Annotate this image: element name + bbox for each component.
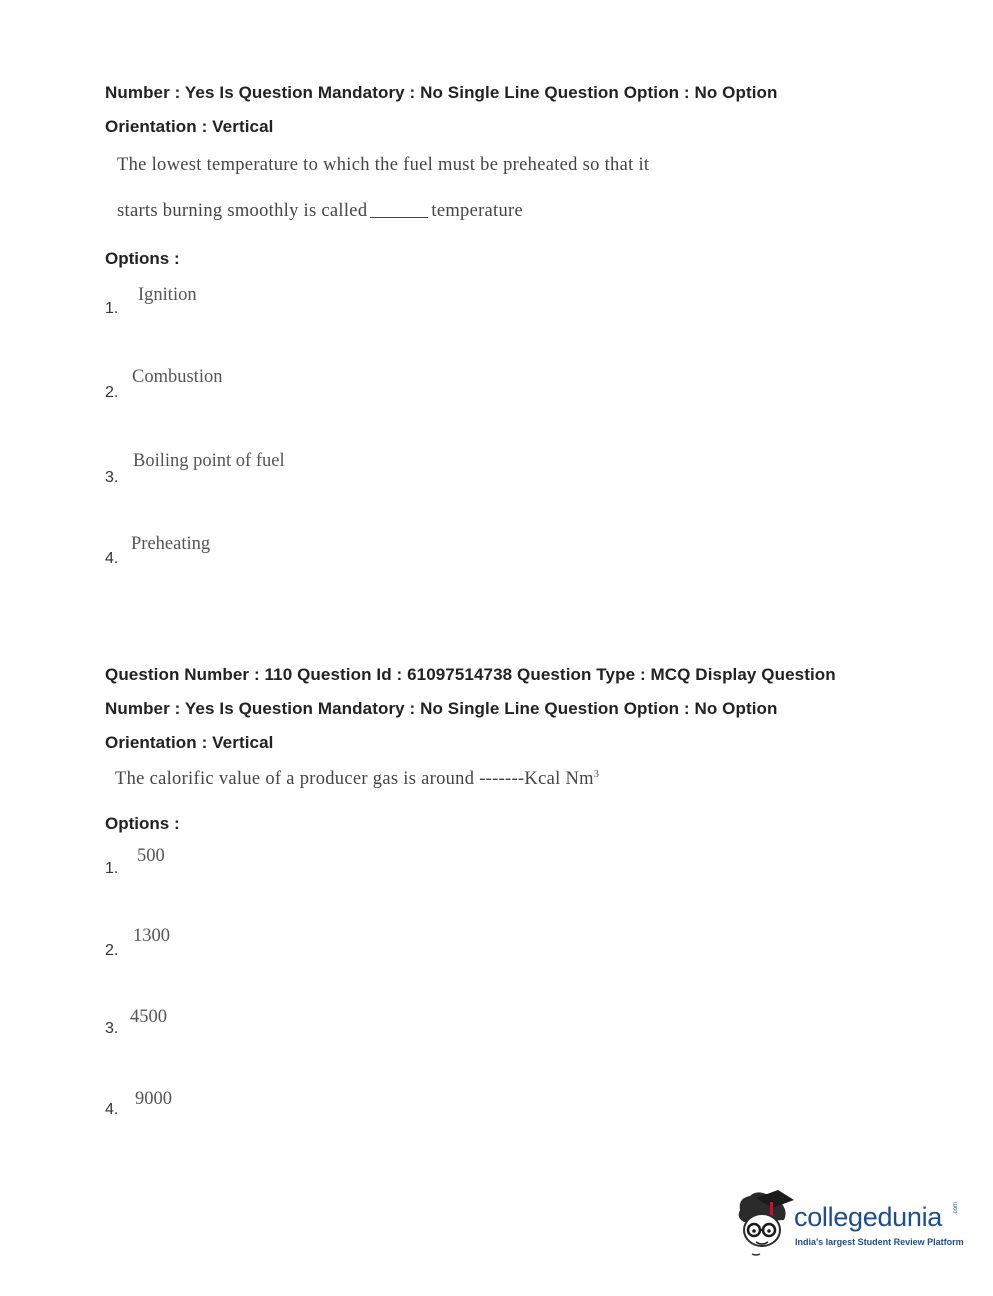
option-number: 2. (105, 384, 119, 401)
option-number: 3. (105, 1020, 119, 1037)
question-meta-line: Orientation : Vertical (105, 733, 274, 752)
option-number: 1. (105, 860, 119, 877)
option-number: 4. (105, 1101, 119, 1118)
superscript: 3 (593, 769, 600, 780)
question-text-part: temperature (431, 201, 524, 221)
option-number: 3. (105, 469, 119, 486)
question-meta-line: Number : Yes Is Question Mandatory : No Single Line Question Option : No Option (105, 699, 778, 718)
question-text (117, 201, 523, 222)
brand-domain: .com (953, 1201, 959, 1215)
option-text: 9000 (135, 1089, 172, 1109)
option-number: 4. (105, 550, 119, 567)
option-text: Boiling point of fuel (133, 451, 285, 471)
option-text: 1300 (133, 926, 170, 946)
mascot-icon (734, 1188, 794, 1258)
collegedunia-logo (734, 1188, 964, 1258)
option-text: Ignition (138, 285, 197, 305)
option-text: 500 (137, 846, 165, 866)
question-text-part: starts burning smoothly is called (117, 201, 368, 221)
brand-tagline: India's largest Student Review Platform (795, 1237, 964, 1247)
option-number: 1. (105, 300, 119, 317)
question-text-part: The calorific value of a producer gas is around -------Kcal Nm (115, 769, 594, 790)
options-label: Options : (105, 814, 180, 833)
option-text: 4500 (130, 1007, 167, 1027)
option-number: 2. (105, 942, 119, 959)
question-meta-line: Number : Yes Is Question Mandatory : No Single Line Question Option : No Option (105, 83, 778, 102)
option-text: Preheating (131, 534, 211, 554)
option-text: Combustion (132, 367, 223, 387)
question-meta-line: Orientation : Vertical (105, 117, 274, 136)
options-label: Options : (105, 249, 180, 268)
question-text: The lowest temperature to which the fuel must be preheated so that it (117, 155, 650, 175)
fill-in-blank (370, 217, 428, 218)
question-meta-line: Question Number : 110 Question Id : 61097514738 Question Type : MCQ Display Question (105, 665, 836, 684)
brand-name: collegedunia (794, 1202, 943, 1232)
question-text (115, 769, 599, 790)
